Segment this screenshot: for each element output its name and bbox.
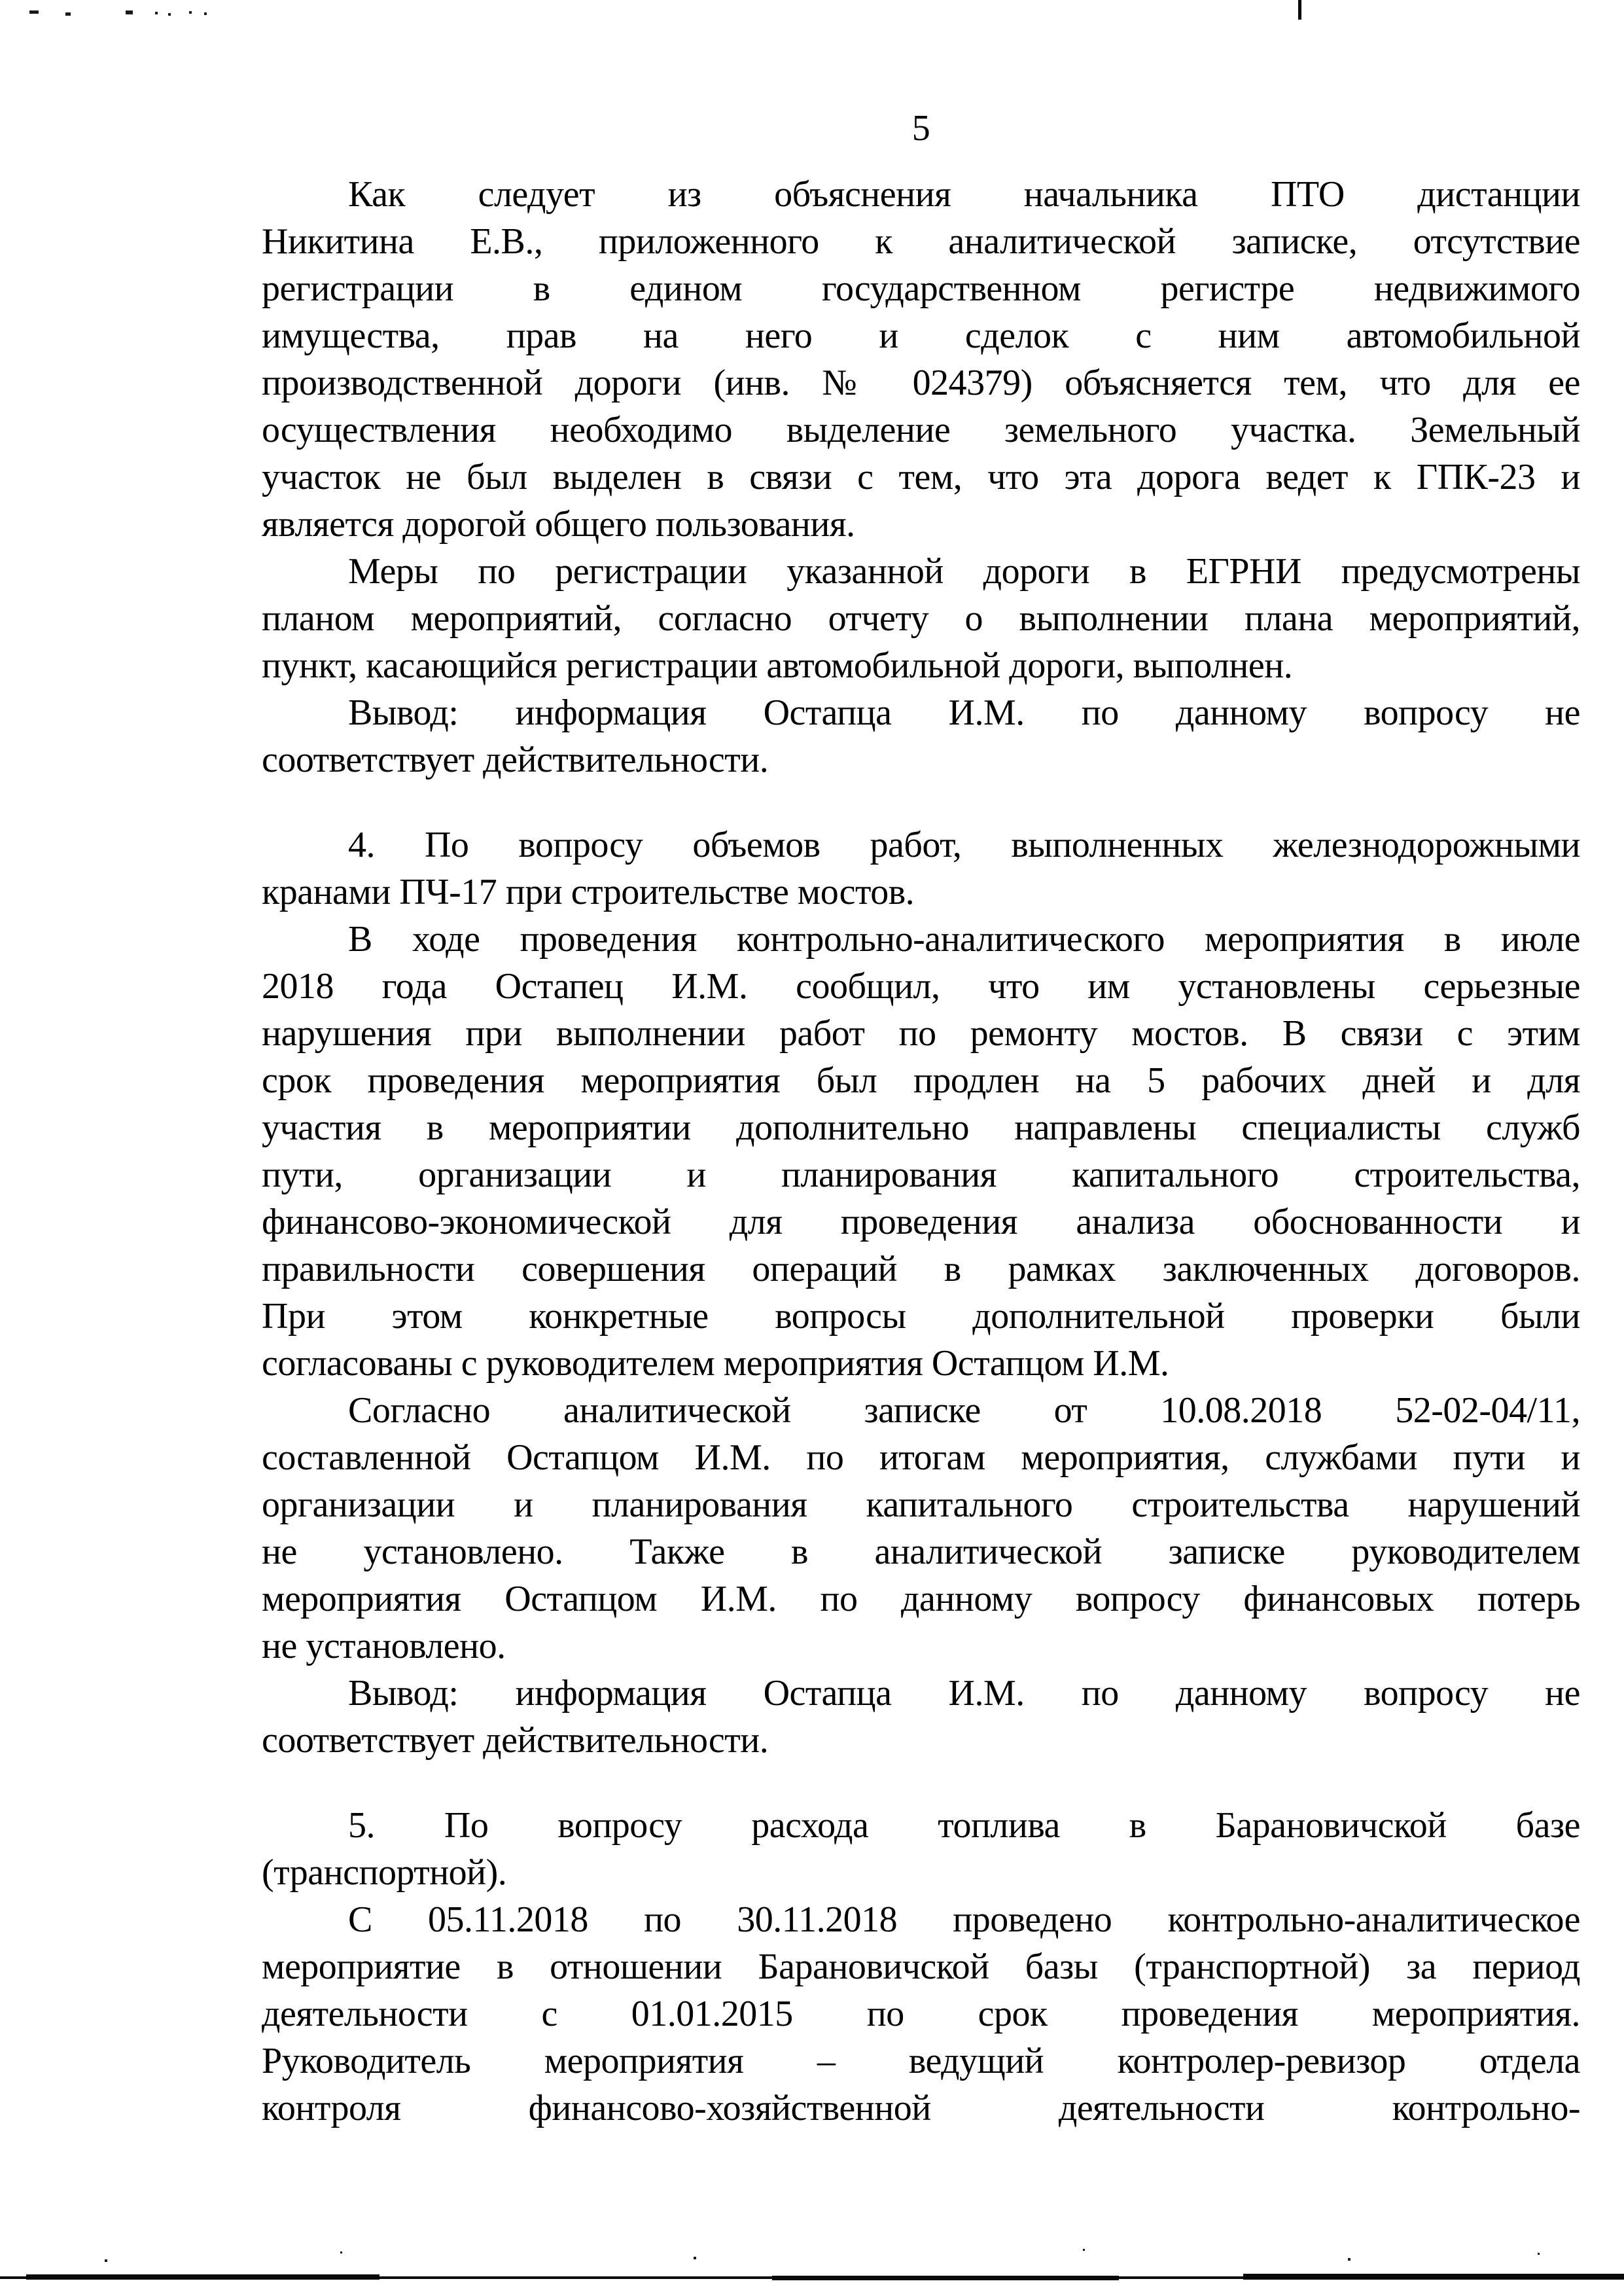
paragraph-h5 xyxy=(262,1802,1580,1896)
scan-artifact-speck xyxy=(126,10,133,14)
text-line: соответствует действительности. xyxy=(262,1720,769,1761)
text-line: срок проведения мероприятия был продлен на 5 рабочих дней и для xyxy=(262,1060,1580,1101)
paragraph-p2 xyxy=(262,548,1580,689)
text-line: согласованы с руководителем мероприятия Остапцом И.М. xyxy=(262,1343,1169,1384)
text-line: Руководитель мероприятия – ведущий контролер-ревизор отдела xyxy=(262,2041,1580,2081)
scan-artifact-speck xyxy=(168,13,171,16)
scan-artifact-bottom-edge xyxy=(1243,2274,1624,2280)
text-line: Меры по регистрации указанной дороги в ЕГРНИ предусмотрены xyxy=(348,551,1580,592)
text-line: С 05.11.2018 по 30.11.2018 проведено контрольно-аналитическое xyxy=(348,1899,1580,1940)
text-line: участия в мероприятии дополнительно направлены специалисты служб xyxy=(262,1107,1580,1148)
scan-artifact-bottom-edge xyxy=(26,2274,380,2280)
text-line: осуществления необходимо выделение земельного участка. Земельный xyxy=(262,410,1580,450)
scan-artifact-speck xyxy=(155,12,158,14)
text-line: мероприятие в отношении Барановичской базы (транспортной) за период xyxy=(262,1946,1580,1987)
paragraph-p7 xyxy=(262,1896,1580,2132)
paragraph-p1 xyxy=(262,171,1580,548)
text-line: не установлено. Также в аналитической записке руководителем xyxy=(262,1532,1580,1572)
scan-artifact-speck xyxy=(1538,2253,1540,2255)
text-line: 5. По вопросу расхода топлива в Барановичской базе xyxy=(348,1805,1580,1846)
text-line: не установлено. xyxy=(262,1626,506,1666)
text-line: деятельности с 01.01.2015 по срок проведения мероприятия. xyxy=(262,1994,1580,2034)
scan-artifact-bottom-edge xyxy=(772,2276,1119,2280)
scan-artifact-tick xyxy=(1298,0,1301,20)
scan-artifact-speck xyxy=(204,12,207,15)
text-line: мероприятия Остапцом И.М. по данному вопросу финансовых потерь xyxy=(262,1579,1580,1619)
scan-artifact-speck xyxy=(1348,2258,1350,2261)
page-number: 5 xyxy=(911,108,930,149)
paragraph-p6 xyxy=(262,1670,1580,1764)
text-line: правильности совершения операций в рамках заключенных договоров. xyxy=(262,1249,1580,1289)
text-line: контроля финансово-хозяйственной деятельности контрольно- xyxy=(262,2088,1580,2128)
text-line: составленной Остапцом И.М. по итогам мероприятия, службами пути и xyxy=(262,1437,1580,1478)
text-line: организации и планирования капитального строительства нарушений xyxy=(262,1484,1580,1525)
text-line: В ходе проведения контрольно-аналитического мероприятия в июле xyxy=(348,919,1580,960)
text-line: регистрации в едином государственном регистре недвижимого xyxy=(262,268,1580,309)
text-line: Согласно аналитической записке от 10.08.2018 52-02-04/11, xyxy=(348,1390,1580,1431)
paragraph-p3 xyxy=(262,689,1580,783)
scan-artifact-speck xyxy=(1083,2249,1085,2251)
text-line: имущества, прав на него и сделок с ним автомобильной xyxy=(262,315,1580,356)
scan-artifact-speck xyxy=(694,2257,696,2259)
paragraph-p5 xyxy=(262,1387,1580,1670)
text-line: соответствует действительности. xyxy=(262,740,769,780)
paragraph-p4 xyxy=(262,916,1580,1387)
scan-artifact-speck xyxy=(105,2259,107,2262)
text-line: 2018 года Остапец И.М. сообщил, что им установлены серьезные xyxy=(262,966,1580,1007)
paragraph-h4 xyxy=(262,821,1580,916)
text-line: Никитина Е.В., приложенного к аналитической записке, отсутствие xyxy=(262,221,1580,262)
document-body xyxy=(262,171,1580,2132)
text-line: кранами ПЧ-17 при строительстве мостов. xyxy=(262,872,915,912)
text-line: Вывод: информация Остапца И.М. по данному вопросу не xyxy=(348,1673,1580,1713)
scan-artifact-speck xyxy=(340,2251,342,2253)
text-line: 4. По вопросу объемов работ, выполненных железнодорожными xyxy=(348,825,1580,865)
text-line: При этом конкретные вопросы дополнительной проверки были xyxy=(262,1296,1580,1336)
text-line: является дорогой общего пользования. xyxy=(262,504,855,545)
text-line: Как следует из объяснения начальника ПТО дистанции xyxy=(348,174,1580,215)
scan-artifact-speck xyxy=(29,10,39,14)
text-line: планом мероприятий, согласно отчету о выполнении плана мероприятий, xyxy=(262,598,1580,639)
text-line: пункт, касающийся регистрации автомобильной дороги, выполнен. xyxy=(262,645,1293,686)
text-line: (транспортной). xyxy=(262,1852,507,1893)
text-line: производственной дороги (инв. № 024379) объясняется тем, что для ее xyxy=(262,363,1580,403)
text-line: нарушения при выполнении работ по ремонту мостов. В связи с этим xyxy=(262,1013,1580,1054)
text-line: Вывод: информация Остапца И.М. по данному вопросу не xyxy=(348,692,1580,733)
text-line: пути, организации и планирования капитального строительства, xyxy=(262,1155,1580,1195)
text-line: участок не был выделен в связи с тем, что эта дорога ведет к ГПК-23 и xyxy=(262,457,1580,497)
scan-artifact-speck xyxy=(65,12,71,16)
scan-artifact-speck xyxy=(189,11,192,14)
text-line: финансово-экономической для проведения анализа обоснованности и xyxy=(262,1202,1580,1242)
